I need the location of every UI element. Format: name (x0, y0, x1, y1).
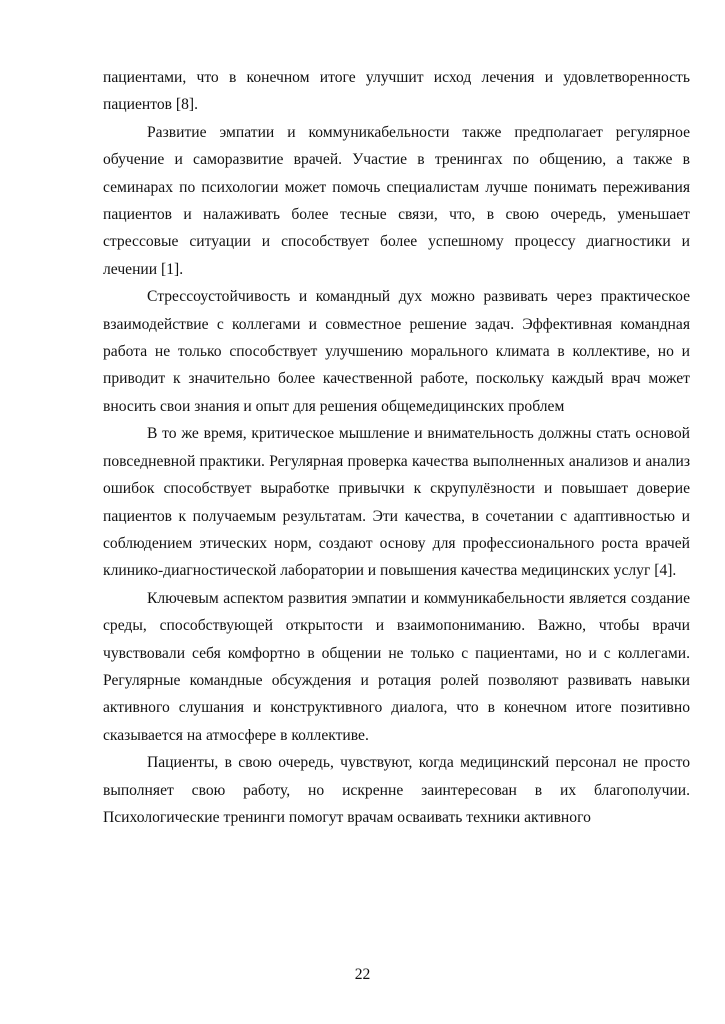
paragraph-continuation: пациентами, что в конечном итоге улучшит исход лечения и удовлетворенность пациентов [8]. (103, 69, 690, 114)
paragraph-critical-thinking: В то же время, критическое мышление и внимательность должны стать основой повседневной практики. Регулярная проверка качества выполненных анализов и анализ ошибок способствует выработке привычки к скрупулёзности и повышает доверие пациентов к получаемым результатам. Эти качества, в сочетании с адаптивностью и соблюдением этических норм, создают основу для профессионального роста врачей клинико-диагностической лаборатории и повышения качества медицинских услуг [4]. (103, 425, 690, 580)
paragraph-stress-resistance: Стрессоустойчивость и командный дух можно развивать через практическое взаимодействие с коллегами и совместное решение задач. Эффективная командная работа не только способствует улучшению морального климата в коллективе, но и приводит к значительно более качественной работе, поскольку каждый врач может вносить свои знания и опыт для решения общемедицинских проблем (103, 288, 690, 415)
paragraph-patients: Пациенты, в свою очередь, чувствуют, когда медицинский персонал не просто выполняет свою работу, но искренне заинтересован в их благополучии. Психологические тренинги помогут врачам осваивать техники активного (103, 754, 690, 826)
body-text (103, 64, 690, 831)
paragraph-key-aspect: Ключевым аспектом развития эмпатии и коммуникабельности является создание среды, способствующей открытости и взаимопониманию. Важно, чтобы врачи чувствовали себя комфортно в общении не только с пациентами, но и с коллегами. Регулярные командные обсуждения и ротация ролей позволяют развивать навыки активного слушания и конструктивного диалога, что в конечном итоге позитивно сказывается на атмосфере в коллективе. (103, 589, 690, 744)
page-number: 22 (354, 966, 371, 983)
paragraph-empathy-training: Развитие эмпатии и коммуникабельности также предполагает регулярное обучение и саморазвитие врачей. Участие в тренингах по общению, а также в семинарах по психологии может помочь специалистам лучше понимать переживания пациентов и налаживать более тесные связи, что, в свою очередь, уменьшает стрессовые ситуации и способствует более успешному процессу диагностики и лечении [1]. (103, 123, 690, 278)
